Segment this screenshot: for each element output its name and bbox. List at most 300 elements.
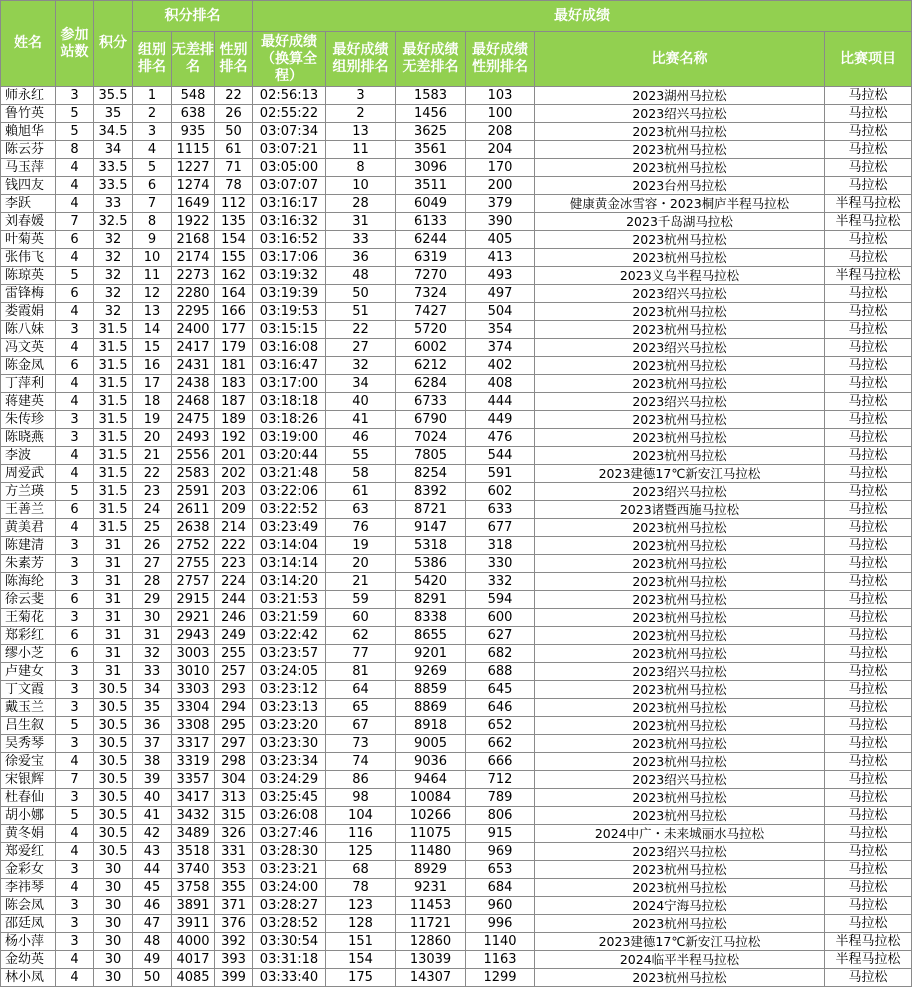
best-open-rank-cell: 5386	[396, 555, 466, 573]
best-group-rank-cell: 123	[326, 897, 396, 915]
race-name-cell: 2023杭州马拉松	[535, 969, 825, 987]
best-gender-rank-cell: 413	[466, 249, 535, 267]
best-time-cell: 03:14:20	[253, 573, 326, 591]
race-type-cell: 马拉松	[825, 699, 912, 717]
race-type-cell: 半程马拉松	[825, 933, 912, 951]
best-gender-rank-cell: 915	[466, 825, 535, 843]
best-open-rank-cell: 6212	[396, 357, 466, 375]
best-open-rank-cell: 14307	[396, 969, 466, 987]
points-cell: 30	[94, 933, 133, 951]
best-time-cell: 03:26:08	[253, 807, 326, 825]
table-row	[1, 591, 912, 609]
name-cell: 朱传珍	[1, 411, 56, 429]
table-row	[1, 429, 912, 447]
stations-cell: 7	[56, 771, 94, 789]
best-time-cell: 03:16:08	[253, 339, 326, 357]
race-type-cell: 马拉松	[825, 465, 912, 483]
name-cell: 金幼英	[1, 951, 56, 969]
race-name-cell: 2023杭州马拉松	[535, 249, 825, 267]
open-rank-cell: 2556	[172, 447, 215, 465]
race-name-cell: 2023绍兴马拉松	[535, 771, 825, 789]
race-name-cell: 2023千岛湖马拉松	[535, 213, 825, 231]
best-gender-rank-cell: 204	[466, 141, 535, 159]
name-cell: 缪小芝	[1, 645, 56, 663]
best-group-rank-cell: 10	[326, 177, 396, 195]
best-open-rank-cell: 9005	[396, 735, 466, 753]
best-gender-rank-cell: 600	[466, 609, 535, 627]
race-type-cell: 马拉松	[825, 159, 912, 177]
gender-rank-cell: 192	[215, 429, 253, 447]
gender-rank-cell: 353	[215, 861, 253, 879]
best-group-rank-cell: 63	[326, 501, 396, 519]
race-name-cell: 2023杭州马拉松	[535, 303, 825, 321]
best-group-rank-cell: 55	[326, 447, 396, 465]
name-cell: 陈八妹	[1, 321, 56, 339]
best-time-cell: 03:33:40	[253, 969, 326, 987]
race-name-cell: 2023杭州马拉松	[535, 447, 825, 465]
points-cell: 30.5	[94, 825, 133, 843]
open-rank-cell: 2752	[172, 537, 215, 555]
best-group-rank-cell: 33	[326, 231, 396, 249]
race-type-cell: 马拉松	[825, 789, 912, 807]
open-rank-cell: 2611	[172, 501, 215, 519]
best-open-rank-cell: 6790	[396, 411, 466, 429]
points-cell: 30	[94, 861, 133, 879]
best-group-rank-cell: 48	[326, 267, 396, 285]
best-group-rank-cell: 86	[326, 771, 396, 789]
open-rank-cell: 2493	[172, 429, 215, 447]
points-cell: 30.5	[94, 807, 133, 825]
race-type-cell: 马拉松	[825, 105, 912, 123]
open-rank-cell: 3891	[172, 897, 215, 915]
stations-cell: 4	[56, 951, 94, 969]
open-rank-cell: 2174	[172, 249, 215, 267]
best-open-rank-cell: 5720	[396, 321, 466, 339]
gender-rank-cell: 166	[215, 303, 253, 321]
stations-cell: 4	[56, 339, 94, 357]
group-rank-cell: 46	[133, 897, 172, 915]
best-open-rank-cell: 5318	[396, 537, 466, 555]
best-group-rank-cell: 68	[326, 861, 396, 879]
name-cell: 冯文英	[1, 339, 56, 357]
group-rank-cell: 47	[133, 915, 172, 933]
best-time-cell: 03:14:14	[253, 555, 326, 573]
race-type-cell: 马拉松	[825, 555, 912, 573]
best-open-rank-cell: 11480	[396, 843, 466, 861]
stations-cell: 4	[56, 879, 94, 897]
best-gender-rank-cell: 497	[466, 285, 535, 303]
race-name-cell: 2024中广・未来城丽水马拉松	[535, 825, 825, 843]
best-time-cell: 03:28:52	[253, 915, 326, 933]
points-cell: 30.5	[94, 735, 133, 753]
stations-cell: 3	[56, 573, 94, 591]
race-type-cell: 马拉松	[825, 843, 912, 861]
name-cell: 金彩女	[1, 861, 56, 879]
best-group-rank-cell: 67	[326, 717, 396, 735]
points-cell: 31.5	[94, 447, 133, 465]
gender-rank-cell: 257	[215, 663, 253, 681]
best-time-cell: 03:07:21	[253, 141, 326, 159]
best-time-cell: 03:16:17	[253, 195, 326, 213]
stations-cell: 4	[56, 303, 94, 321]
best-group-rank-cell: 51	[326, 303, 396, 321]
name-cell: 陈建清	[1, 537, 56, 555]
name-cell: 周爱武	[1, 465, 56, 483]
stations-cell: 5	[56, 105, 94, 123]
group-rank-cell: 7	[133, 195, 172, 213]
best-gender-rank-cell: 645	[466, 681, 535, 699]
best-time-cell: 03:21:48	[253, 465, 326, 483]
name-cell: 宋银辉	[1, 771, 56, 789]
header-best-time: 最好成绩（换算全程）	[253, 32, 326, 87]
gender-rank-cell: 293	[215, 681, 253, 699]
best-open-rank-cell: 12860	[396, 933, 466, 951]
best-group-rank-cell: 58	[326, 465, 396, 483]
stations-cell: 3	[56, 681, 94, 699]
gender-rank-cell: 246	[215, 609, 253, 627]
stations-cell: 5	[56, 267, 94, 285]
best-group-rank-cell: 64	[326, 681, 396, 699]
gender-rank-cell: 189	[215, 411, 253, 429]
best-gender-rank-cell: 960	[466, 897, 535, 915]
table-row	[1, 123, 912, 141]
gender-rank-cell: 326	[215, 825, 253, 843]
group-rank-cell: 50	[133, 969, 172, 987]
points-cell: 30.5	[94, 789, 133, 807]
group-rank-cell: 37	[133, 735, 172, 753]
stations-cell: 3	[56, 897, 94, 915]
table-row	[1, 159, 912, 177]
group-rank-cell: 4	[133, 141, 172, 159]
name-cell: 李波	[1, 447, 56, 465]
gender-rank-cell: 61	[215, 141, 253, 159]
open-rank-cell: 3308	[172, 717, 215, 735]
open-rank-cell: 2475	[172, 411, 215, 429]
best-gender-rank-cell: 318	[466, 537, 535, 555]
best-group-rank-cell: 81	[326, 663, 396, 681]
best-open-rank-cell: 6284	[396, 375, 466, 393]
points-cell: 31	[94, 627, 133, 645]
best-open-rank-cell: 9464	[396, 771, 466, 789]
points-cell: 35.5	[94, 87, 133, 105]
group-rank-cell: 32	[133, 645, 172, 663]
race-name-cell: 2023绍兴马拉松	[535, 393, 825, 411]
race-type-cell: 马拉松	[825, 897, 912, 915]
points-cell: 31.5	[94, 339, 133, 357]
race-name-cell: 2023绍兴马拉松	[535, 663, 825, 681]
table-row	[1, 537, 912, 555]
best-open-rank-cell: 3561	[396, 141, 466, 159]
best-gender-rank-cell: 688	[466, 663, 535, 681]
points-cell: 32	[94, 285, 133, 303]
header-name: 姓名	[1, 1, 56, 87]
race-type-cell: 马拉松	[825, 321, 912, 339]
group-rank-cell: 38	[133, 753, 172, 771]
group-rank-cell: 36	[133, 717, 172, 735]
table-row	[1, 915, 912, 933]
group-rank-cell: 24	[133, 501, 172, 519]
table-row	[1, 807, 912, 825]
best-gender-rank-cell: 379	[466, 195, 535, 213]
table-row	[1, 681, 912, 699]
race-type-cell: 马拉松	[825, 969, 912, 987]
open-rank-cell: 2273	[172, 267, 215, 285]
name-cell: 吕生叙	[1, 717, 56, 735]
best-time-cell: 03:23:57	[253, 645, 326, 663]
best-gender-rank-cell: 969	[466, 843, 535, 861]
group-rank-cell: 17	[133, 375, 172, 393]
group-rank-cell: 45	[133, 879, 172, 897]
best-open-rank-cell: 1456	[396, 105, 466, 123]
best-time-cell: 03:25:45	[253, 789, 326, 807]
gender-rank-cell: 255	[215, 645, 253, 663]
gender-rank-cell: 112	[215, 195, 253, 213]
best-gender-rank-cell: 591	[466, 465, 535, 483]
best-group-rank-cell: 76	[326, 519, 396, 537]
stations-cell: 4	[56, 753, 94, 771]
open-rank-cell: 3003	[172, 645, 215, 663]
table-row	[1, 663, 912, 681]
best-time-cell: 03:23:30	[253, 735, 326, 753]
name-cell: 徐爱宝	[1, 753, 56, 771]
open-rank-cell: 1227	[172, 159, 215, 177]
table-row	[1, 213, 912, 231]
race-name-cell: 2024临平半程马拉松	[535, 951, 825, 969]
group-rank-cell: 2	[133, 105, 172, 123]
table-row	[1, 555, 912, 573]
best-time-cell: 03:24:05	[253, 663, 326, 681]
best-open-rank-cell: 10266	[396, 807, 466, 825]
race-name-cell: 2023杭州马拉松	[535, 555, 825, 573]
best-time-cell: 03:21:59	[253, 609, 326, 627]
best-time-cell: 03:23:13	[253, 699, 326, 717]
best-gender-rank-cell: 712	[466, 771, 535, 789]
best-open-rank-cell: 8859	[396, 681, 466, 699]
group-rank-cell: 12	[133, 285, 172, 303]
race-name-cell: 2023杭州马拉松	[535, 357, 825, 375]
race-type-cell: 马拉松	[825, 303, 912, 321]
name-cell: 丁文霞	[1, 681, 56, 699]
best-time-cell: 03:16:32	[253, 213, 326, 231]
group-rank-cell: 31	[133, 627, 172, 645]
name-cell: 李跃	[1, 195, 56, 213]
points-cell: 34	[94, 141, 133, 159]
points-cell: 31	[94, 591, 133, 609]
group-rank-cell: 44	[133, 861, 172, 879]
open-rank-cell: 3317	[172, 735, 215, 753]
best-group-rank-cell: 74	[326, 753, 396, 771]
points-cell: 30	[94, 969, 133, 987]
stations-cell: 4	[56, 447, 94, 465]
open-rank-cell: 3010	[172, 663, 215, 681]
best-gender-rank-cell: 405	[466, 231, 535, 249]
race-name-cell: 2023杭州马拉松	[535, 627, 825, 645]
points-cell: 31	[94, 609, 133, 627]
race-type-cell: 马拉松	[825, 915, 912, 933]
group-rank-cell: 43	[133, 843, 172, 861]
gender-rank-cell: 331	[215, 843, 253, 861]
best-time-cell: 03:23:12	[253, 681, 326, 699]
open-rank-cell: 2583	[172, 465, 215, 483]
table-row	[1, 609, 912, 627]
points-cell: 32.5	[94, 213, 133, 231]
gender-rank-cell: 304	[215, 771, 253, 789]
name-cell: 邵廷凤	[1, 915, 56, 933]
best-group-rank-cell: 13	[326, 123, 396, 141]
table-row	[1, 879, 912, 897]
name-cell: 方兰瑛	[1, 483, 56, 501]
race-type-cell: 马拉松	[825, 861, 912, 879]
points-cell: 35	[94, 105, 133, 123]
stations-cell: 5	[56, 807, 94, 825]
table-row	[1, 843, 912, 861]
points-cell: 30	[94, 915, 133, 933]
name-cell: 杜春仙	[1, 789, 56, 807]
best-time-cell: 03:22:06	[253, 483, 326, 501]
name-cell: 雷锋梅	[1, 285, 56, 303]
best-open-rank-cell: 7324	[396, 285, 466, 303]
open-rank-cell: 2755	[172, 555, 215, 573]
best-group-rank-cell: 46	[326, 429, 396, 447]
best-gender-rank-cell: 402	[466, 357, 535, 375]
best-time-cell: 03:28:30	[253, 843, 326, 861]
group-rank-cell: 9	[133, 231, 172, 249]
race-type-cell: 马拉松	[825, 537, 912, 555]
best-group-rank-cell: 2	[326, 105, 396, 123]
gender-rank-cell: 222	[215, 537, 253, 555]
group-rank-cell: 18	[133, 393, 172, 411]
header-best-open-rank: 最好成绩无差排名	[396, 32, 466, 87]
stations-cell: 3	[56, 429, 94, 447]
points-cell: 33.5	[94, 177, 133, 195]
stations-cell: 3	[56, 609, 94, 627]
open-rank-cell: 3357	[172, 771, 215, 789]
group-rank-cell: 49	[133, 951, 172, 969]
best-group-rank-cell: 8	[326, 159, 396, 177]
stations-cell: 3	[56, 735, 94, 753]
name-cell: 朱素芳	[1, 555, 56, 573]
name-cell: 师永红	[1, 87, 56, 105]
best-gender-rank-cell: 390	[466, 213, 535, 231]
table-row	[1, 933, 912, 951]
race-type-cell: 马拉松	[825, 879, 912, 897]
race-type-cell: 马拉松	[825, 591, 912, 609]
group-rank-cell: 5	[133, 159, 172, 177]
best-group-rank-cell: 28	[326, 195, 396, 213]
best-time-cell: 03:16:52	[253, 231, 326, 249]
table-row	[1, 825, 912, 843]
best-gender-rank-cell: 444	[466, 393, 535, 411]
best-open-rank-cell: 7270	[396, 267, 466, 285]
open-rank-cell: 3304	[172, 699, 215, 717]
header-group-rank: 组别排名	[133, 32, 172, 87]
best-gender-rank-cell: 332	[466, 573, 535, 591]
points-cell: 31.5	[94, 429, 133, 447]
best-time-cell: 03:23:20	[253, 717, 326, 735]
gender-rank-cell: 376	[215, 915, 253, 933]
race-name-cell: 2023杭州马拉松	[535, 411, 825, 429]
points-cell: 32	[94, 231, 133, 249]
group-rank-cell: 25	[133, 519, 172, 537]
table-row	[1, 357, 912, 375]
race-name-cell: 2023杭州马拉松	[535, 879, 825, 897]
group-rank-cell: 23	[133, 483, 172, 501]
best-time-cell: 03:23:49	[253, 519, 326, 537]
best-gender-rank-cell: 1299	[466, 969, 535, 987]
best-group-rank-cell: 98	[326, 789, 396, 807]
race-name-cell: 2023杭州马拉松	[535, 159, 825, 177]
best-open-rank-cell: 6733	[396, 393, 466, 411]
race-name-cell: 2023杭州马拉松	[535, 141, 825, 159]
points-cell: 34.5	[94, 123, 133, 141]
best-gender-rank-cell: 170	[466, 159, 535, 177]
gender-rank-cell: 249	[215, 627, 253, 645]
best-gender-rank-cell: 449	[466, 411, 535, 429]
table-row	[1, 861, 912, 879]
table-row	[1, 267, 912, 285]
gender-rank-cell: 202	[215, 465, 253, 483]
race-name-cell: 2023诸暨西施马拉松	[535, 501, 825, 519]
stations-cell: 4	[56, 159, 94, 177]
name-cell: 郑爱红	[1, 843, 56, 861]
group-rank-cell: 16	[133, 357, 172, 375]
points-cell: 30	[94, 897, 133, 915]
best-group-rank-cell: 31	[326, 213, 396, 231]
stations-cell: 6	[56, 501, 94, 519]
best-time-cell: 03:19:53	[253, 303, 326, 321]
best-time-cell: 03:21:53	[253, 591, 326, 609]
race-name-cell: 2023杭州马拉松	[535, 753, 825, 771]
race-name-cell: 2023杭州马拉松	[535, 429, 825, 447]
best-open-rank-cell: 6133	[396, 213, 466, 231]
best-gender-rank-cell: 476	[466, 429, 535, 447]
best-open-rank-cell: 8291	[396, 591, 466, 609]
name-cell: 徐云斐	[1, 591, 56, 609]
best-open-rank-cell: 7805	[396, 447, 466, 465]
best-time-cell: 03:22:42	[253, 627, 326, 645]
open-rank-cell: 2915	[172, 591, 215, 609]
best-gender-rank-cell: 594	[466, 591, 535, 609]
best-open-rank-cell: 3625	[396, 123, 466, 141]
name-cell: 陈晓燕	[1, 429, 56, 447]
gender-rank-cell: 295	[215, 717, 253, 735]
open-rank-cell: 1274	[172, 177, 215, 195]
best-time-cell: 03:31:18	[253, 951, 326, 969]
stations-cell: 3	[56, 789, 94, 807]
best-time-cell: 03:07:34	[253, 123, 326, 141]
open-rank-cell: 2468	[172, 393, 215, 411]
points-cell: 31.5	[94, 357, 133, 375]
name-cell: 丁萍利	[1, 375, 56, 393]
race-name-cell: 2023绍兴马拉松	[535, 843, 825, 861]
name-cell: 陈琼英	[1, 267, 56, 285]
gender-rank-cell: 164	[215, 285, 253, 303]
best-gender-rank-cell: 544	[466, 447, 535, 465]
table-row	[1, 321, 912, 339]
best-time-cell: 03:14:04	[253, 537, 326, 555]
stations-cell: 4	[56, 375, 94, 393]
open-rank-cell: 3911	[172, 915, 215, 933]
race-type-cell: 马拉松	[825, 681, 912, 699]
open-rank-cell: 3319	[172, 753, 215, 771]
stations-cell: 6	[56, 591, 94, 609]
gender-rank-cell: 298	[215, 753, 253, 771]
best-open-rank-cell: 9269	[396, 663, 466, 681]
group-rank-cell: 26	[133, 537, 172, 555]
table-row	[1, 249, 912, 267]
stations-cell: 3	[56, 537, 94, 555]
best-open-rank-cell: 8869	[396, 699, 466, 717]
